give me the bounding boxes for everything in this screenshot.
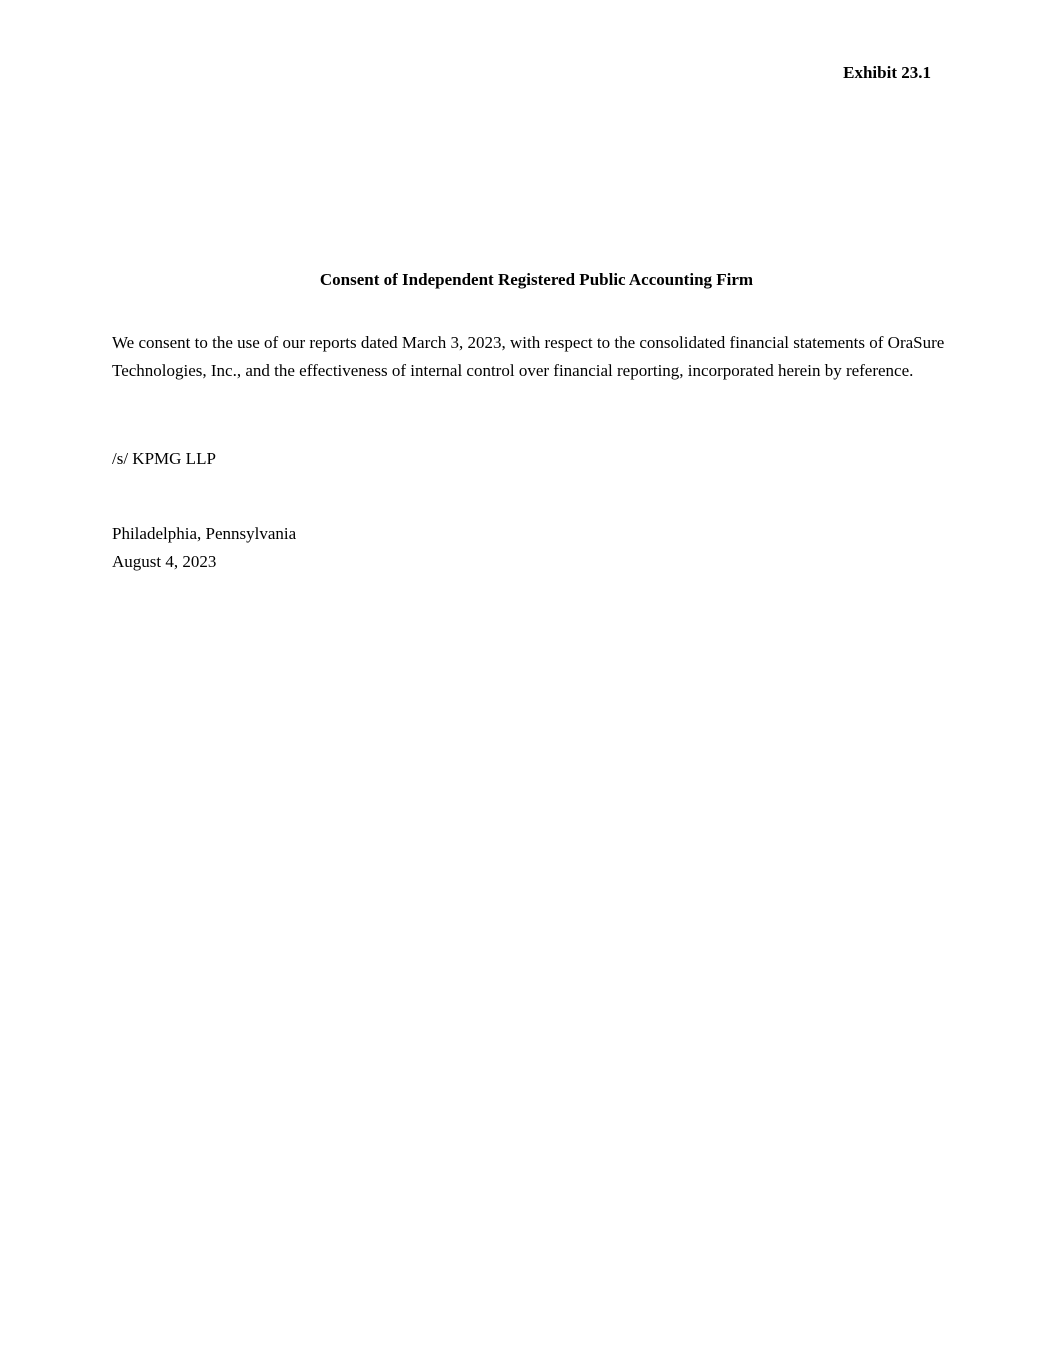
signature-block	[112, 520, 296, 576]
document-title: Consent of Independent Registered Public Accounting Firm	[319, 270, 754, 289]
exhibit-label: Exhibit 23.1	[843, 63, 931, 82]
signature-line: /s/ KPMG LLP	[112, 449, 216, 468]
date-line: August 4, 2023	[112, 552, 217, 571]
consent-paragraph: We consent to the use of our reports dated March 3, 2023, with respect to the consolidated financial statements of OraSure Technologies, Inc., and the effectiveness of internal control over financial reporting, incorporated herein by reference.	[112, 333, 945, 380]
location-line: Philadelphia, Pennsylvania	[112, 524, 297, 543]
